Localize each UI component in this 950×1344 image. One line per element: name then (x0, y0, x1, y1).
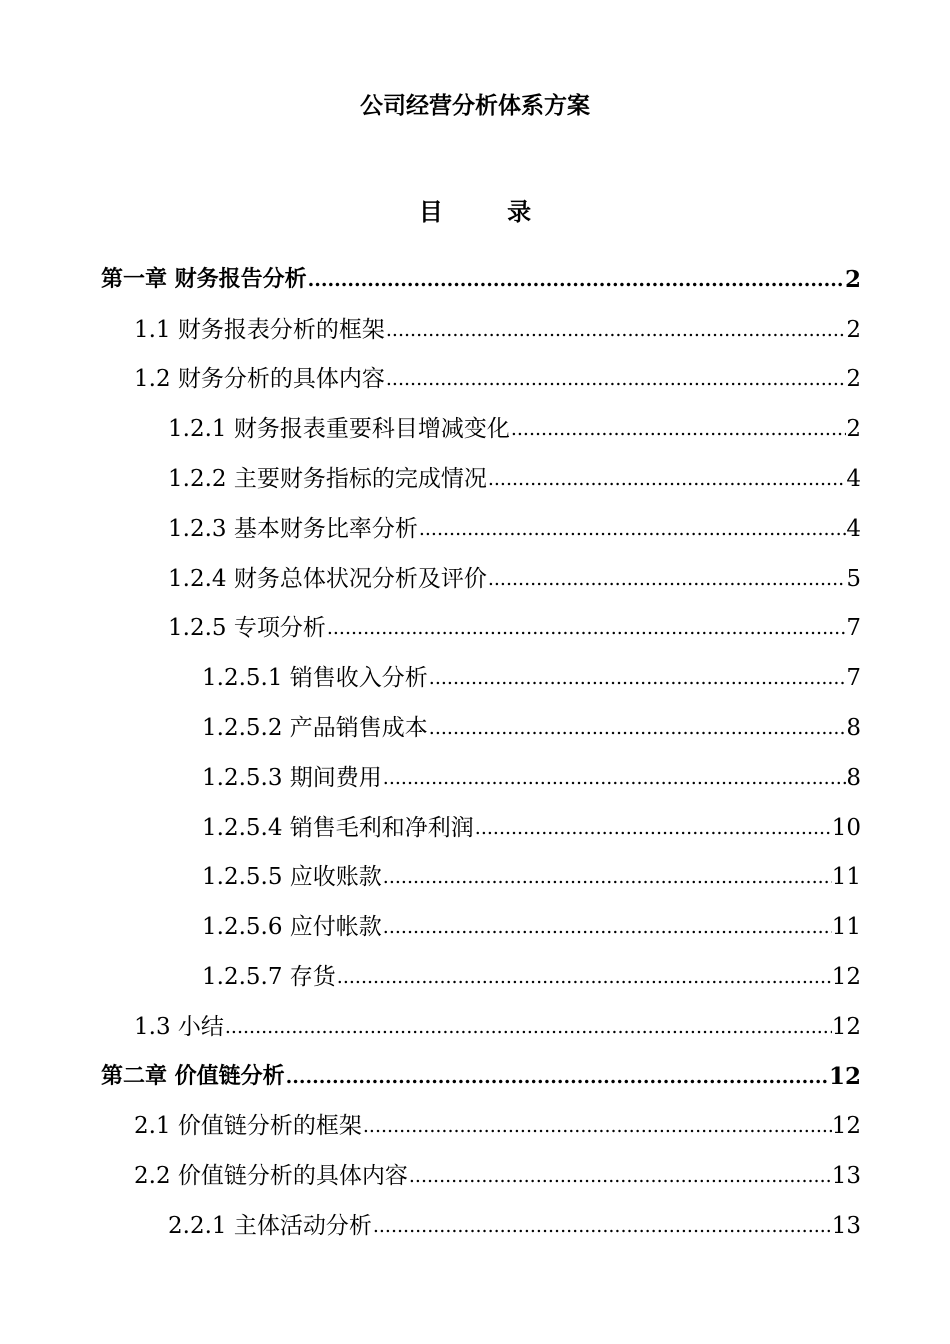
toc-page-number: 8 (846, 715, 861, 742)
toc-entry-1-2[interactable] (0, 355, 950, 405)
toc-entry-text: 1.2.5.6 应付帐款 (202, 914, 382, 941)
toc-entry-1-2-4[interactable] (0, 554, 950, 604)
toc-entry-2-2-1[interactable] (0, 1201, 950, 1251)
toc-entry-text: 1.2.1 财务报表重要科目增减变化 (168, 416, 510, 443)
toc-dot-leader (337, 962, 832, 992)
toc-heading: 目 录 (418, 198, 532, 226)
toc-entry-text: 第二章 价值链分析 (101, 1063, 285, 1089)
toc-entry-text: 1.2.5 专项分析 (168, 615, 326, 642)
toc-entry-text: 1.2.5.7 存货 (202, 964, 336, 991)
toc-entry-1-2-5-1[interactable] (0, 653, 950, 703)
toc-page-number: 13 (831, 1163, 861, 1190)
toc-entry-1-2-5-5[interactable] (0, 853, 950, 903)
toc-dot-leader (308, 265, 845, 295)
toc-dot-leader (327, 613, 847, 643)
toc-page-number: 2 (846, 416, 861, 443)
toc-page-number: 2 (846, 316, 861, 343)
table-of-contents (0, 255, 950, 1251)
toc-entry-text: 1.2.4 财务总体状况分析及评价 (168, 565, 487, 592)
toc-dot-leader (225, 1012, 832, 1042)
toc-page-number: 11 (831, 864, 861, 891)
toc-dot-leader (286, 1062, 829, 1092)
toc-entry-text: 2.2.1 主体活动分析 (168, 1213, 372, 1240)
toc-dot-leader (383, 862, 832, 892)
document-title: 公司经营分析体系方案 (360, 93, 590, 119)
toc-entry-text: 1.2.5.2 产品销售成本 (202, 715, 428, 742)
toc-entry-text: 1.2.5.5 应收账款 (202, 864, 382, 891)
toc-dot-leader (386, 315, 846, 345)
toc-dot-leader (429, 663, 847, 693)
toc-entry-text: 1.3 小结 (134, 1013, 224, 1040)
toc-page-number: 12 (831, 1013, 861, 1040)
toc-entry-1-2-5-7[interactable] (0, 952, 950, 1002)
toc-dot-leader (475, 813, 832, 843)
toc-entry-text: 2.1 价值链分析的框架 (134, 1113, 362, 1140)
toc-dot-leader (383, 763, 847, 793)
toc-entry-1-2-2[interactable] (0, 454, 950, 504)
toc-entry-1-2-5-2[interactable] (0, 703, 950, 753)
toc-dot-leader (511, 414, 847, 444)
toc-entry-1-2-5-3[interactable] (0, 753, 950, 803)
toc-dot-leader (386, 364, 846, 394)
toc-entry-text: 1.2.5.3 期间费用 (202, 764, 382, 791)
toc-entry-text: 2.2 价值链分析的具体内容 (134, 1163, 408, 1190)
toc-entry-text: 1.2.5.4 销售毛利和净利润 (202, 814, 474, 841)
toc-dot-leader (488, 564, 847, 594)
toc-page-number: 2 (844, 265, 861, 293)
toc-entry-1-2-5-6[interactable] (0, 902, 950, 952)
toc-entry-text: 第一章 财务报告分析 (101, 266, 307, 292)
toc-entry-2-1[interactable] (0, 1102, 950, 1152)
toc-entry-chapter-2[interactable] (0, 1052, 950, 1102)
toc-entry-text: 1.2.5.1 销售收入分析 (202, 665, 428, 692)
toc-page-number: 12 (828, 1062, 861, 1090)
toc-entry-text: 1.1 财务报表分析的框架 (134, 316, 385, 343)
toc-entry-text: 1.2.3 基本财务比率分析 (168, 515, 418, 542)
toc-dot-leader (488, 464, 847, 494)
toc-page-number: 8 (846, 764, 861, 791)
toc-dot-leader (363, 1111, 832, 1141)
toc-dot-leader (419, 514, 847, 544)
toc-entry-text: 1.2.2 主要财务指标的完成情况 (168, 466, 487, 493)
toc-page-number: 7 (846, 665, 861, 692)
toc-page-number: 12 (831, 964, 861, 991)
toc-entry-2-2[interactable] (0, 1151, 950, 1201)
toc-entry-1-2-5-4[interactable] (0, 803, 950, 853)
toc-page-number: 13 (831, 1213, 861, 1240)
toc-entry-chapter-1[interactable] (0, 255, 950, 305)
toc-dot-leader (429, 713, 847, 743)
toc-entry-1-2-5[interactable] (0, 604, 950, 654)
toc-entry-1-2-3[interactable] (0, 504, 950, 554)
toc-dot-leader (373, 1211, 832, 1241)
toc-page-number: 11 (831, 914, 861, 941)
toc-page-number: 4 (846, 515, 861, 542)
toc-page-number: 5 (846, 565, 861, 592)
toc-page-number: 2 (846, 366, 861, 393)
toc-entry-text: 1.2 财务分析的具体内容 (134, 366, 385, 393)
toc-page-number: 10 (831, 814, 861, 841)
toc-entry-1-1[interactable] (0, 305, 950, 355)
toc-page-number: 12 (831, 1113, 861, 1140)
toc-page-number: 4 (846, 466, 861, 493)
toc-dot-leader (409, 1161, 832, 1191)
toc-page-number: 7 (846, 615, 861, 642)
toc-entry-1-2-1[interactable] (0, 404, 950, 454)
toc-entry-1-3[interactable] (0, 1002, 950, 1052)
toc-dot-leader (383, 912, 832, 942)
